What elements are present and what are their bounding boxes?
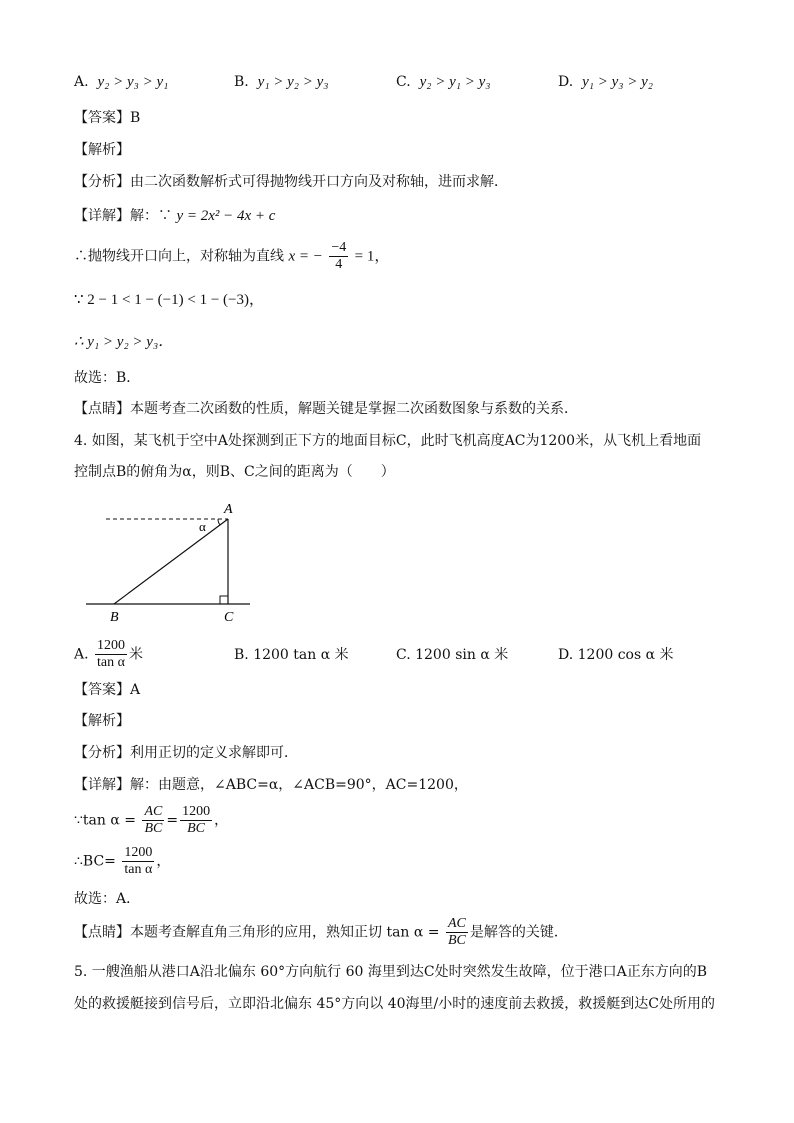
q3-analysis: 【分析】由二次函数解析式可得抛物线开口方向及对称轴，进而求解． xyxy=(74,174,508,190)
q3-detail xyxy=(74,206,275,226)
detail-formula: y = 2x² − 4x + c xyxy=(176,208,276,224)
fraction-numerator: −4 xyxy=(331,240,347,255)
fraction-numerator: 1200 xyxy=(124,845,153,860)
option-text: y₂ > y₁ > y₃ xyxy=(419,74,491,90)
q3-option-a xyxy=(74,72,168,92)
detail-prefix: 【详解】解：∵ xyxy=(74,208,172,224)
option-label: A. xyxy=(74,646,89,663)
q4-option-a xyxy=(74,638,143,671)
q3-option-b xyxy=(234,72,329,92)
q3-dianjing: 【点睛】本题考查二次函数的性质，解题关键是掌握二次函数图象与系数的关系． xyxy=(74,401,578,417)
q5-stem-line-2: 处的救援艇接到信号后，立即沿北偏东 45°方向以 40海里/小时的速度前去救援，救援艇到达C处所用的 xyxy=(74,996,715,1012)
fraction xyxy=(142,804,164,837)
angle-arc xyxy=(218,519,220,525)
step-x: x = − xyxy=(288,248,323,265)
q4-answer: 【答案】A xyxy=(74,682,141,698)
fraction-denominator: BC xyxy=(187,821,205,836)
q4-figure xyxy=(80,495,260,625)
option-label: C. xyxy=(396,74,411,90)
fraction xyxy=(95,638,127,671)
q4-option-b: B. 1200 tan α 米 xyxy=(234,647,349,663)
q4-analysis: 【分析】利用正切的定义求解即可． xyxy=(74,745,298,761)
option-label: A. xyxy=(74,74,89,90)
fraction xyxy=(446,916,468,949)
option-unit: 米 xyxy=(129,646,144,663)
fraction-denominator: BC xyxy=(447,933,466,948)
segment-ab xyxy=(114,519,228,604)
q3-option-c xyxy=(396,72,490,92)
step-text: ∴抛物线开口向上，对称轴为直线 xyxy=(74,248,284,265)
q4-step-2 xyxy=(74,845,170,878)
option-text: y₁ > y₂ > y₃ xyxy=(257,74,329,90)
right-angle-mark xyxy=(220,596,228,604)
step-end: ， xyxy=(214,812,229,829)
fraction xyxy=(122,845,154,878)
q3-answer: 【答案】B xyxy=(74,110,141,126)
q3-step-3: ∴ y₁ > y₂ > y₃． xyxy=(74,334,174,350)
fraction xyxy=(180,804,212,837)
step-prefix: ∵tan α = xyxy=(74,812,136,829)
option-text: y₂ > y₃ > y₁ xyxy=(97,74,169,90)
q4-detail: 【详解】解：由题意，∠ABC=α，∠ACB=90°，AC=1200， xyxy=(74,777,468,793)
q4-choice: 故选：A． xyxy=(74,891,141,907)
q3-step-1 xyxy=(74,240,389,273)
q4-option-c: C. 1200 sin α 米 xyxy=(396,647,509,663)
q4-option-d: D. 1200 cos α 米 xyxy=(558,647,674,663)
q3-choice: 故选：B． xyxy=(74,370,141,386)
q4-stem-line-2: 控制点B的俯角为α，则B、C之间的距离为（ ） xyxy=(74,464,395,480)
q4-dianjing xyxy=(74,916,568,949)
fraction-numerator: 1200 xyxy=(97,638,126,653)
step-prefix: ∴BC= xyxy=(74,853,116,870)
label-alpha: α xyxy=(199,519,206,534)
q3-option-d xyxy=(558,72,653,92)
step-end: ， xyxy=(156,853,171,870)
label-c: C xyxy=(224,610,234,625)
step-end: = 1， xyxy=(354,248,390,265)
fraction-denominator: 4 xyxy=(335,257,343,272)
dianjing-prefix: 【点睛】本题考查解直角三角形的应用，熟知正切 tan α = xyxy=(74,924,440,941)
q3-step-2: ∵ 2 − 1 < 1 − (−1) < 1 − (−3)， xyxy=(74,292,264,308)
fraction-numerator: AC xyxy=(144,804,163,819)
q4-jiexi-heading: 【解析】 xyxy=(74,713,130,729)
q5-stem-line-1: 5. 一艘渔船从港口A沿北偏东 60°方向航行 60 海里到达C处时突然发生故障，位于港口A正东方向的B xyxy=(74,964,708,980)
equals-sign: = xyxy=(166,812,179,829)
fraction xyxy=(329,240,348,273)
fraction-denominator: tan α xyxy=(124,862,153,877)
dianjing-end: 是解答的关键． xyxy=(469,924,568,941)
q4-stem-line-1: 4. 如图，某飞机于空中A处探测到正下方的地面目标C，此时飞机高度AC为1200米，从飞机上看地面 xyxy=(74,433,702,449)
fraction-numerator: AC xyxy=(447,916,466,931)
fraction-numerator: 1200 xyxy=(182,804,211,819)
q4-step-1 xyxy=(74,804,228,837)
option-label: B. xyxy=(234,74,249,90)
option-text: y₁ > y₃ > y₂ xyxy=(582,74,653,90)
q3-jiexi-heading: 【解析】 xyxy=(74,142,130,158)
fraction-denominator: tan α xyxy=(97,655,125,670)
option-label: D. xyxy=(558,74,574,90)
label-b: B xyxy=(110,610,119,625)
fraction-denominator: BC xyxy=(144,821,163,836)
label-a: A xyxy=(224,502,233,517)
